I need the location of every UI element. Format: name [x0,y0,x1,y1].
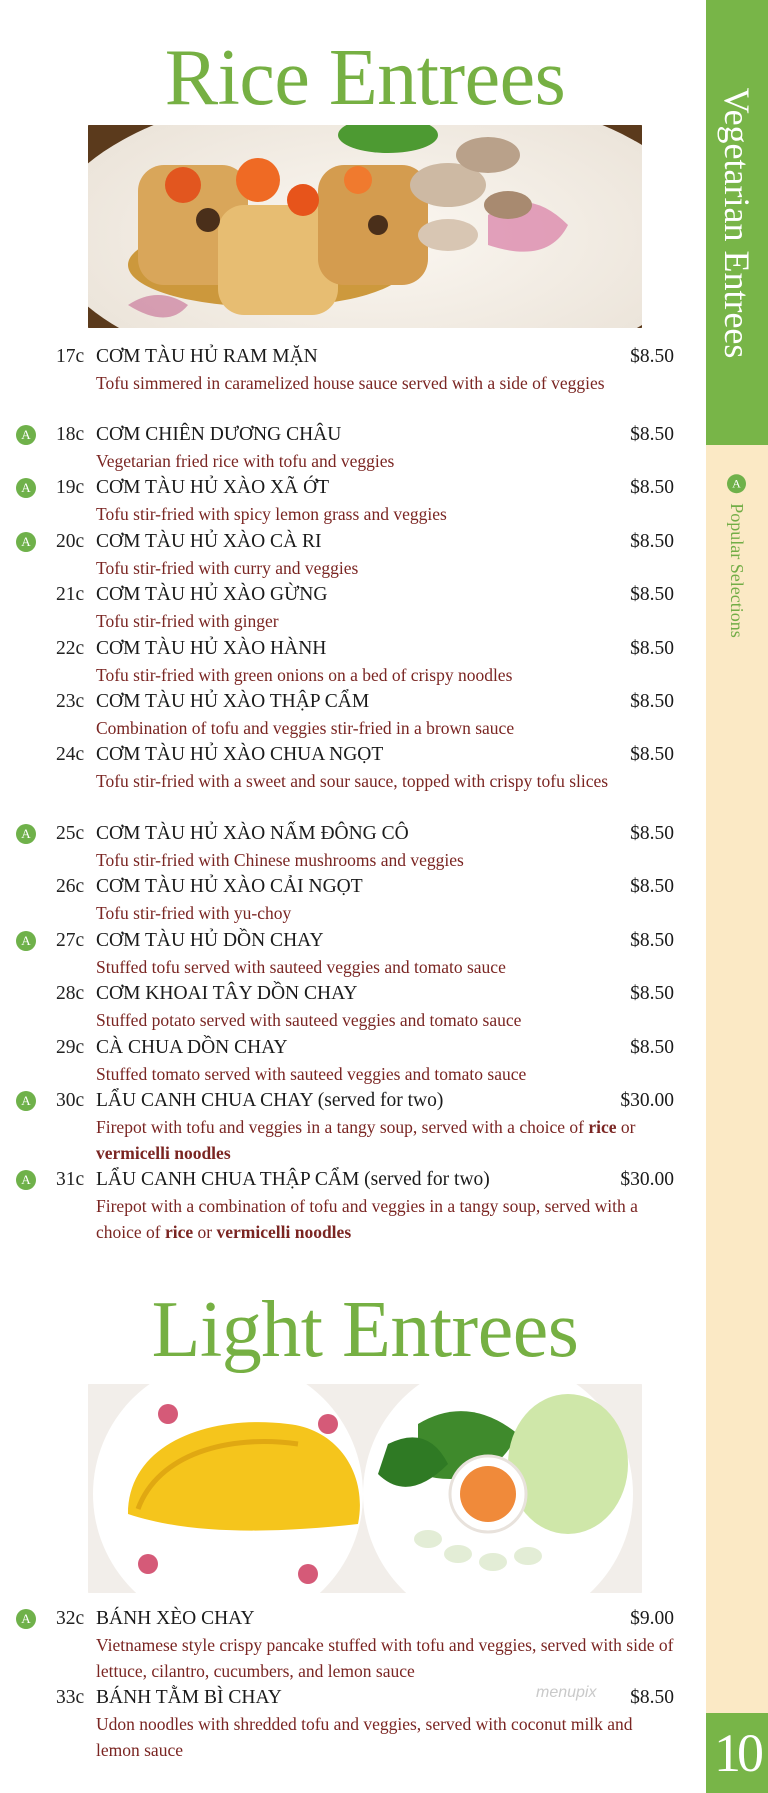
description-choice: vermicelli noodles [96,1143,231,1163]
item-name: BÁNH TẰM BÌ CHAY [96,1687,282,1708]
item-name: CƠM TÀU HỦ XÀO CẢI NGỌT [96,876,363,897]
item-name: BÁNH XÈO CHAY [96,1608,255,1629]
item-number: 20c [56,531,85,552]
item-name: CƠM TÀU HỦ XÀO HÀNH [96,638,327,659]
page-number-box [706,1713,768,1793]
item-description [96,1114,676,1166]
rice-entree-photo [88,125,642,328]
item-number: 31c [56,1169,85,1190]
description-choice: rice [588,1117,617,1137]
popular-badge-icon: A [16,824,36,844]
item-description [96,1193,676,1245]
item-name: CƠM TÀU HỦ XÀO CHUA NGỌT [96,744,384,765]
item-price: $8.50 [630,691,674,712]
item-name: CÀ CHUA DỒN CHAY [96,1037,288,1058]
popular-legend [727,474,747,637]
item-name: CƠM KHOAI TÂY DỒN CHAY [96,983,358,1004]
item-price: $30.00 [620,1090,674,1111]
item-price: $8.50 [630,876,674,897]
item-name: CƠM TÀU HỦ XÀO THẬP CẨM [96,691,370,712]
description-choice: vermicelli noodles [216,1222,352,1242]
item-number: 17c [56,346,85,367]
item-name: CƠM TÀU HỦ RAM MẶN [96,346,318,367]
description-text: or [193,1222,217,1242]
item-number: 22c [56,638,85,659]
item-number: 26c [56,876,85,897]
item-number: 33c [56,1687,85,1708]
item-number: 27c [56,930,85,951]
item-name: LẨU CANH CHUA CHAY (served for two) [96,1090,444,1111]
item-number: 21c [56,584,85,605]
item-description: Tofu stir-fried with a sweet and sour sauce, topped with crispy tofu slices [96,771,609,791]
popular-badge-icon: A [16,1170,36,1190]
popular-badge-icon: A [16,478,36,498]
item-number: 18c [56,424,85,445]
item-number: 28c [56,983,85,1004]
item-price: $8.50 [630,638,674,659]
item-name: CƠM TÀU HỦ XÀO XÃ ỚT [96,477,330,498]
item-description: Vietnamese style crispy pancake stuffed with tofu and veggies, served with side of lettuce, cilantro, cucumbers, and lemon sauce [96,1635,674,1681]
item-description: Tofu stir-fried with Chinese mushrooms and veggies [96,850,464,870]
item-price: $8.50 [630,1687,674,1708]
item-name: CƠM TÀU HỦ DỒN CHAY [96,930,324,951]
item-number: 30c [56,1090,85,1111]
sidebar-title-panel [706,0,768,445]
watermark: menupix [536,1684,597,1701]
popular-badge-icon: A [16,1091,36,1111]
item-number: 24c [56,744,85,765]
item-price: $8.50 [630,930,674,951]
item-description: Combination of tofu and veggies stir-fried in a brown sauce [96,718,515,738]
item-name: CƠM TÀU HỦ XÀO CÀ RI [96,531,322,552]
item-description: Tofu stir-fried with yu-choy [96,903,292,923]
sidebar [706,0,768,1793]
description-text: Firepot with a combination of tofu and veggies in a tangy soup, served with a choice of [96,1196,638,1242]
item-description: Stuffed potato served with sauteed veggies and tomato sauce [96,1010,522,1030]
page-number: 10 [714,1723,760,1783]
sidebar-title: Vegetarian Entrees [717,87,757,359]
item-price: $8.50 [630,346,674,367]
item-price: $8.50 [630,1037,674,1058]
popular-badge-icon: A [728,474,747,493]
popular-badge-icon: A [16,532,36,552]
item-price: $30.00 [620,1169,674,1190]
item-description: Tofu stir-fried with curry and veggies [96,558,359,578]
item-description: Stuffed tomato served with sauteed veggies and tomato sauce [96,1064,527,1084]
description-text: or [616,1117,636,1137]
popular-badge-icon: A [16,425,36,445]
item-description: Vegetarian fried rice with tofu and veggies [96,451,395,471]
item-price: $9.00 [630,1608,674,1629]
item-description: Tofu stir-fried with green onions on a bed of crispy noodles [96,665,513,685]
light-entrees-heading: Light Entrees [151,1286,579,1374]
item-price: $8.50 [630,584,674,605]
item-name: CƠM TÀU HỦ XÀO GỪNG [96,584,328,605]
item-price: $8.50 [630,424,674,445]
rice-entrees-heading: Rice Entrees [164,34,566,122]
description-text: Firepot with tofu and veggies in a tangy soup, served with a choice of [96,1117,589,1137]
item-number: 32c [56,1608,85,1629]
item-description: Tofu stir-fried with ginger [96,611,279,631]
light-entree-photo [88,1384,642,1593]
pancake-dish-illustration [88,1384,642,1593]
item-name: CƠM CHIÊN DƯƠNG CHÂU [96,424,342,445]
description-choice: rice [165,1222,194,1242]
tofu-dish-illustration [88,125,642,328]
item-number: 19c [56,477,85,498]
item-price: $8.50 [630,823,674,844]
popular-legend-label: Popular Selections [727,503,747,638]
item-number: 25c [56,823,85,844]
item-price: $8.50 [630,744,674,765]
item-description: Tofu stir-fried with spicy lemon grass and veggies [96,504,447,524]
popular-badge-icon: A [16,1609,36,1629]
item-price: $8.50 [630,983,674,1004]
item-name: LẨU CANH CHUA THẬP CẨM (served for two) [96,1169,490,1190]
item-description: Stuffed tofu served with sauteed veggies and tomato sauce [96,957,506,977]
item-number: 29c [56,1037,85,1058]
item-name: CƠM TÀU HỦ XÀO NẤM ĐÔNG CÔ [96,823,409,844]
popular-badge-icon: A [16,931,36,951]
item-description: Tofu simmered in caramelized house sauce served with a side of veggies [96,373,605,393]
item-price: $8.50 [630,531,674,552]
item-number: 23c [56,691,85,712]
item-description: Udon noodles with shredded tofu and veggies, served with coconut milk and lemon sauce [96,1714,633,1760]
item-price: $8.50 [630,477,674,498]
